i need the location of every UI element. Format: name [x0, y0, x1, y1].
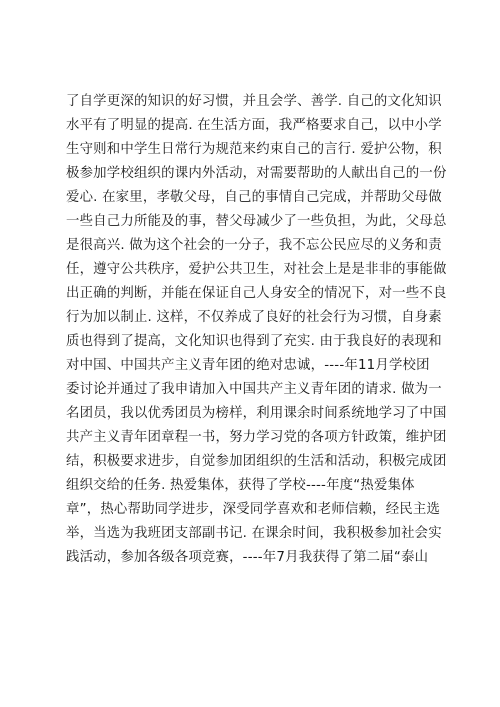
- text-line: 是很高兴. 做为这个社会的一分子，我不忘公民应尽的义务和责: [66, 238, 442, 253]
- text-line: 一些自己力所能及的事，替父母减少了一些负担，为此，父母总: [66, 214, 447, 229]
- text-line: 举，当选为我班团支部副书记. 在课余时间，我积极参加社会实: [66, 526, 442, 541]
- body-text: [66, 90, 447, 570]
- text-line: 对中国、中国共产主义青年团的绝对忠诚，----年11月学校团: [66, 358, 430, 373]
- text-line: 名团员，我以优秀团员为榜样，利用课余时间系统地学习了中国: [66, 406, 447, 421]
- text-line: 行为加以制止. 这样，不仅养成了良好的社会行为习惯，自身素: [66, 310, 442, 325]
- text-line: 委讨论并通过了我申请加入中国共产主义青年团的请求. 做为一: [66, 382, 442, 397]
- text-line: 极参加学校组织的课内外活动，对需要帮助的人献出自己的一份: [66, 166, 447, 181]
- text-line: 爱心. 在家里，孝敬父母，自己的事情自己完成，并帮助父母做: [66, 190, 442, 205]
- text-line: 共产主义青年团章程一书，努力学习党的各项方针政策，维护团: [66, 430, 447, 445]
- text-line: 任，遵守公共秩序，爱护公共卫生，对社会上是是非非的事能做: [66, 262, 447, 277]
- text-line: 水平有了明显的提高. 在生活方面，我严格要求自己，以中小学: [66, 118, 442, 133]
- text-line: 结，积极要求进步，自觉参加团组织的生活和活动，积极完成团: [66, 454, 447, 469]
- text-line: 了自学更深的知识的好习惯，并且会学、善学. 自己的文化知识: [66, 94, 442, 109]
- text-line: 践活动，参加各级各项竞赛，----年7月我获得了第二届“泰山: [66, 550, 429, 565]
- text-line: 生守则和中学生日常行为规范来约束自己的言行. 爱护公物，积: [66, 142, 442, 157]
- text-line: 质也得到了提高，文化知识也得到了充实. 由于我良好的表现和: [66, 334, 442, 349]
- text-line: 出正确的判断，并能在保证自己人身安全的情况下，对一些不良: [66, 286, 447, 301]
- text-line: 组织交给的任务. 热爱集体，获得了学校----年度“热爱集体: [66, 478, 415, 493]
- text-line: 章”，热心帮助同学进步，深受同学喜欢和老师信赖，经民主选: [66, 502, 441, 517]
